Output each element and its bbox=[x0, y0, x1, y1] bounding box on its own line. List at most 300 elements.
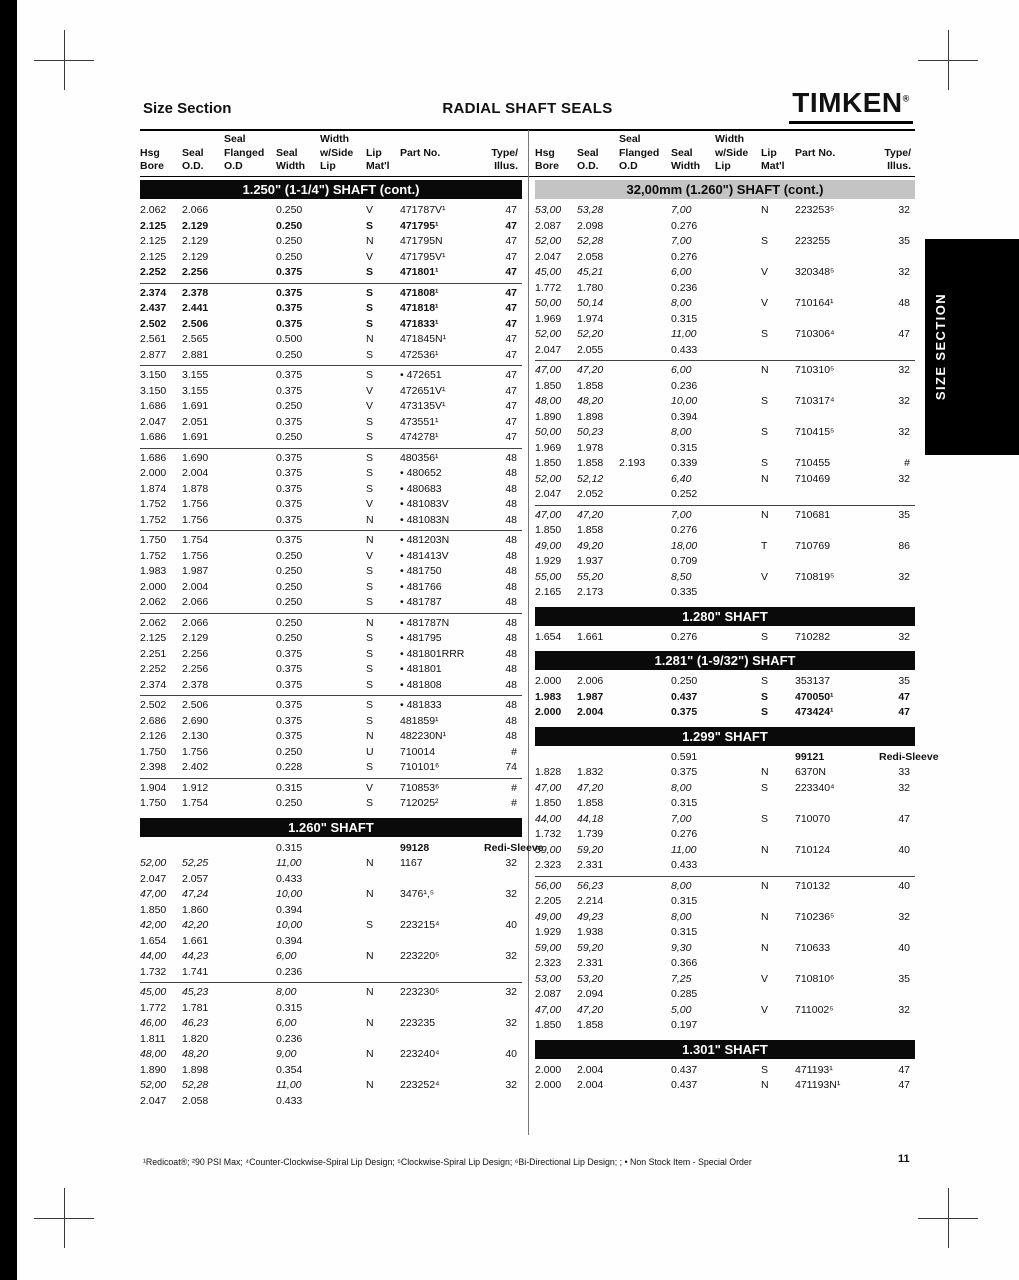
side-lip-width bbox=[320, 482, 366, 498]
hsg-bore: 2.047 bbox=[535, 250, 562, 263]
part-number: 471818¹ bbox=[400, 302, 439, 314]
lip-material bbox=[761, 858, 795, 874]
seal-od: 47,20 bbox=[577, 781, 604, 794]
seal-row bbox=[140, 934, 522, 950]
seal-od: 2.006 bbox=[577, 675, 604, 687]
flanged-od bbox=[224, 430, 276, 446]
hsg-bore: 47,00 bbox=[535, 364, 562, 376]
lip-material bbox=[761, 250, 795, 266]
part-number: 472651V¹ bbox=[400, 384, 446, 397]
type-illus: 35 bbox=[898, 508, 910, 521]
part-number: • 480652 bbox=[400, 467, 442, 479]
part-number: 223253⁵ bbox=[795, 204, 835, 216]
lip-material: N bbox=[761, 472, 769, 485]
hsg-bore bbox=[535, 750, 577, 766]
row-group bbox=[140, 839, 544, 983]
hsg-bore: 1.850 bbox=[535, 524, 562, 536]
seal-row bbox=[140, 533, 522, 549]
table-header-right bbox=[535, 133, 915, 174]
lip-material: N bbox=[366, 1048, 374, 1060]
seal-row bbox=[140, 595, 522, 611]
hsg-bore: 59,00 bbox=[535, 941, 562, 954]
side-lip-width bbox=[320, 647, 366, 663]
flanged-od bbox=[224, 1047, 276, 1063]
type-illus bbox=[879, 956, 915, 972]
row-group bbox=[535, 1061, 915, 1096]
lip-material: N bbox=[761, 364, 769, 376]
part-number bbox=[400, 934, 484, 950]
type-illus: 40 bbox=[898, 843, 910, 856]
crop-mark bbox=[64, 30, 65, 90]
hsg-bore: 2.125 bbox=[140, 219, 167, 232]
row-group bbox=[140, 201, 522, 283]
part-number: 710415⁵ bbox=[795, 426, 835, 438]
lip-material: N bbox=[761, 1079, 769, 1091]
seal-od: 1.978 bbox=[577, 441, 604, 454]
lip-material: N bbox=[366, 333, 374, 345]
hsg-bore: 1.969 bbox=[535, 441, 562, 454]
part-number: 471808¹ bbox=[400, 286, 439, 299]
part-number: • 472651 bbox=[400, 369, 442, 381]
flanged-od bbox=[619, 203, 671, 219]
seal-width: 0.250 bbox=[276, 219, 303, 232]
flanged-od bbox=[224, 384, 276, 400]
table-header-left bbox=[140, 133, 522, 174]
type-illus: 48 bbox=[505, 498, 517, 510]
hsg-bore: 1.750 bbox=[140, 797, 167, 809]
type-illus: 47 bbox=[505, 235, 517, 247]
type-illus: 48 bbox=[505, 616, 517, 629]
type-illus: 32 bbox=[898, 630, 910, 643]
seal-width: 0.354 bbox=[276, 1063, 303, 1076]
flanged-od bbox=[224, 745, 276, 761]
seal-row bbox=[535, 674, 915, 690]
type-illus: 32 bbox=[898, 781, 910, 794]
column-header: Lip Mat'l bbox=[761, 146, 785, 172]
lip-material bbox=[366, 965, 400, 981]
hsg-bore: 1.890 bbox=[535, 410, 562, 423]
part-number: 482230N¹ bbox=[400, 730, 447, 742]
hsg-bore: 2.125 bbox=[140, 235, 167, 247]
seal-width: 0.250 bbox=[276, 400, 303, 412]
seal-od: 2.378 bbox=[182, 286, 209, 299]
seal-od: 55,20 bbox=[577, 570, 604, 583]
seal-width: 11,00 bbox=[276, 1079, 302, 1091]
lip-material: N bbox=[761, 508, 769, 521]
seal-row bbox=[535, 941, 915, 957]
seal-od: 2.004 bbox=[577, 1063, 604, 1076]
flanged-od bbox=[619, 327, 671, 343]
flanged-od bbox=[224, 399, 276, 415]
seal-row bbox=[140, 887, 522, 903]
seal-width: 8,00 bbox=[671, 781, 692, 794]
seal-row bbox=[140, 234, 522, 250]
flanged-od bbox=[224, 1063, 276, 1079]
hsg-bore: 1.904 bbox=[140, 781, 167, 794]
seal-od: 2.066 bbox=[182, 204, 209, 216]
seal-row bbox=[140, 564, 522, 580]
part-number: 99121 bbox=[795, 750, 825, 763]
seal-width: 0.433 bbox=[276, 872, 303, 885]
lip-material bbox=[761, 750, 795, 766]
row-group bbox=[140, 530, 522, 613]
type-illus: 47 bbox=[505, 348, 517, 361]
lip-material: S bbox=[761, 675, 769, 687]
hsg-bore: 2.047 bbox=[140, 415, 167, 428]
part-number: 710124 bbox=[795, 843, 831, 856]
type-illus bbox=[879, 987, 915, 1003]
seal-row bbox=[140, 1078, 522, 1094]
flanged-od bbox=[224, 513, 276, 529]
seal-width: 0.375 bbox=[671, 766, 698, 778]
flanged-od bbox=[619, 363, 671, 379]
lip-material: S bbox=[366, 286, 374, 299]
type-illus: 32 bbox=[898, 364, 910, 376]
hsg-bore: 47,00 bbox=[535, 781, 562, 794]
lip-material bbox=[366, 1032, 400, 1048]
seal-row bbox=[140, 1094, 522, 1110]
type-illus: 48 bbox=[505, 513, 517, 526]
type-illus: Redi-Sleeve bbox=[879, 750, 939, 763]
seal-row bbox=[140, 430, 522, 446]
seal-width: 0.315 bbox=[671, 312, 698, 325]
seal-row bbox=[535, 843, 915, 859]
side-lip-width bbox=[320, 430, 366, 446]
lip-material: N bbox=[366, 513, 374, 526]
lip-material: V bbox=[761, 972, 769, 985]
type-illus: 40 bbox=[505, 1048, 517, 1060]
type-illus bbox=[879, 441, 915, 457]
flanged-od bbox=[224, 662, 276, 678]
seal-width: 0.375 bbox=[276, 384, 303, 397]
flanged-od bbox=[224, 533, 276, 549]
seal-od: 2.402 bbox=[182, 761, 209, 773]
part-number: 471795V¹ bbox=[400, 250, 446, 263]
crop-mark bbox=[64, 1188, 65, 1248]
seal-od: 45,23 bbox=[182, 986, 209, 998]
flanged-od bbox=[224, 1001, 276, 1017]
seal-od: 50,23 bbox=[577, 426, 604, 438]
seal-width: 0.252 bbox=[671, 488, 698, 500]
side-lip-width bbox=[320, 317, 366, 333]
flanged-od bbox=[619, 630, 671, 646]
part-number: 223255 bbox=[795, 235, 831, 247]
hsg-bore: 2.047 bbox=[140, 1094, 167, 1107]
flanged-od bbox=[224, 250, 276, 266]
column-header: Seal O.D. bbox=[577, 146, 599, 172]
part-number: 223235 bbox=[400, 1017, 436, 1029]
side-lip-width bbox=[320, 549, 366, 565]
part-number bbox=[400, 1094, 484, 1110]
type-illus: 48 bbox=[505, 549, 517, 562]
part-number: 710014 bbox=[400, 745, 436, 758]
footnotes: ¹Redicoat®; ²90 PSI Max; ⁴Counter-Clockwise-Spiral Lip Design; ⁵Clockwise-Spiral Lip Design; ⁶Bi-Directional Lip Design; ; • Non Stock Item - Special Order bbox=[143, 1157, 752, 1167]
seal-width: 0.236 bbox=[276, 1032, 303, 1045]
row-group bbox=[535, 748, 939, 876]
side-lip-width bbox=[320, 745, 366, 761]
side-lip-width bbox=[320, 662, 366, 678]
hsg-bore: 1.850 bbox=[140, 903, 167, 916]
part-number bbox=[795, 523, 879, 539]
seal-od: 1.858 bbox=[577, 379, 604, 392]
flanged-od bbox=[224, 317, 276, 333]
seal-row bbox=[140, 903, 522, 919]
side-lip-width bbox=[320, 903, 366, 919]
seal-od: 2.004 bbox=[577, 706, 604, 718]
hsg-bore: 2.062 bbox=[140, 616, 167, 629]
part-number bbox=[795, 796, 879, 812]
seal-od: 2.506 bbox=[182, 317, 209, 330]
seal-width: 0.250 bbox=[671, 675, 698, 687]
seal-row bbox=[535, 987, 915, 1003]
type-illus: 47 bbox=[505, 250, 517, 263]
seal-od: 1.858 bbox=[577, 457, 604, 469]
seal-od: 2.058 bbox=[182, 1094, 209, 1107]
type-illus: 48 bbox=[505, 451, 517, 464]
seal-od bbox=[182, 841, 224, 857]
lip-material: S bbox=[761, 630, 769, 643]
seal-od: 47,20 bbox=[577, 364, 604, 376]
seal-width: 0.315 bbox=[671, 895, 698, 907]
seal-od: 48,20 bbox=[577, 395, 604, 407]
lip-material: S bbox=[366, 596, 374, 608]
flanged-od bbox=[224, 1078, 276, 1094]
column-header: Width w/Side Lip bbox=[715, 133, 749, 172]
seal-row bbox=[535, 539, 915, 555]
lip-material: V bbox=[761, 297, 769, 309]
lip-material: N bbox=[366, 950, 374, 962]
hsg-bore: 1.850 bbox=[535, 1019, 562, 1031]
part-number: 223220⁵ bbox=[400, 950, 440, 962]
lip-material: N bbox=[761, 910, 769, 923]
seal-row bbox=[535, 281, 915, 297]
shaft-section-header: 1.250" (1-1/4") SHAFT (cont.) bbox=[140, 180, 522, 199]
flanged-od bbox=[224, 368, 276, 384]
side-lip-width bbox=[715, 796, 761, 812]
seal-od: 56,23 bbox=[577, 879, 604, 892]
seal-width: 0.276 bbox=[671, 524, 698, 536]
page-title: RADIAL SHAFT SEALS bbox=[442, 100, 613, 117]
side-lip-width bbox=[715, 941, 761, 957]
type-illus: 47 bbox=[505, 400, 517, 412]
seal-width: 0.433 bbox=[671, 859, 698, 871]
lip-material bbox=[366, 903, 400, 919]
side-lip-width bbox=[320, 698, 366, 714]
seal-width: 0.366 bbox=[671, 957, 698, 969]
lip-material: S bbox=[366, 761, 374, 773]
part-number: 473551¹ bbox=[400, 415, 439, 428]
type-illus: 48 bbox=[505, 647, 517, 660]
part-number: 471787V¹ bbox=[400, 204, 446, 216]
side-lip-width bbox=[320, 384, 366, 400]
seal-od: 47,20 bbox=[577, 1003, 604, 1016]
flanged-od bbox=[224, 918, 276, 934]
seal-width: 7,25 bbox=[671, 972, 692, 985]
seal-od: 1.756 bbox=[182, 549, 209, 562]
crop-mark bbox=[948, 30, 949, 90]
part-number bbox=[795, 343, 879, 359]
flanged-od bbox=[619, 690, 671, 706]
side-lip-width bbox=[715, 394, 761, 410]
hsg-bore: 2.502 bbox=[140, 317, 167, 330]
lip-material: S bbox=[366, 647, 374, 660]
lip-material: S bbox=[761, 457, 769, 469]
seal-row bbox=[140, 781, 522, 797]
type-illus: # bbox=[904, 457, 910, 469]
seal-od: 2.055 bbox=[577, 343, 604, 356]
hsg-bore: 2.251 bbox=[140, 647, 167, 660]
side-lip-width bbox=[715, 925, 761, 941]
seal-od: 1.754 bbox=[182, 534, 209, 546]
seal-row bbox=[140, 265, 522, 281]
flanged-od bbox=[224, 219, 276, 235]
side-lip-width bbox=[320, 887, 366, 903]
seal-row bbox=[535, 487, 915, 503]
part-number: • 481787N bbox=[400, 616, 450, 629]
type-illus: 32 bbox=[898, 1003, 910, 1016]
seal-width: 10,00 bbox=[276, 888, 303, 900]
side-lip-width bbox=[320, 729, 366, 745]
size-section-tab bbox=[925, 239, 1019, 455]
lip-material: S bbox=[761, 395, 769, 407]
type-illus bbox=[484, 1001, 522, 1017]
part-number: 3476¹,⁵ bbox=[400, 888, 435, 900]
flanged-od bbox=[619, 410, 671, 426]
seal-row bbox=[140, 415, 522, 431]
seal-od: 45,21 bbox=[577, 266, 604, 278]
side-lip-width bbox=[320, 533, 366, 549]
seal-od: 1.780 bbox=[577, 281, 604, 294]
part-number bbox=[795, 250, 879, 266]
seal-od: 2.690 bbox=[182, 714, 209, 727]
part-number: 223215⁴ bbox=[400, 919, 440, 931]
seal-od: 47,20 bbox=[577, 508, 604, 521]
hsg-bore: 1.732 bbox=[140, 965, 167, 978]
flanged-od bbox=[619, 1078, 671, 1094]
seal-width: 0.228 bbox=[276, 761, 303, 773]
part-number bbox=[795, 554, 879, 570]
seal-width: 0.250 bbox=[276, 580, 303, 593]
seal-width: 0.285 bbox=[671, 988, 698, 1000]
lip-material bbox=[366, 1001, 400, 1017]
column-header: Part No. bbox=[400, 146, 441, 159]
part-number: 470050¹ bbox=[795, 690, 834, 703]
type-illus: 47 bbox=[505, 302, 517, 314]
side-lip-width bbox=[320, 918, 366, 934]
side-lip-width bbox=[715, 879, 761, 895]
flanged-od bbox=[619, 750, 671, 766]
side-lip-width bbox=[715, 327, 761, 343]
side-lip-width bbox=[715, 987, 761, 1003]
seal-od: 52,20 bbox=[577, 328, 604, 340]
seal-od: 1.661 bbox=[182, 934, 209, 947]
part-number: 471193¹ bbox=[795, 1063, 833, 1076]
lip-material: S bbox=[761, 781, 769, 794]
crop-mark bbox=[948, 1188, 949, 1248]
seal-width: 8,00 bbox=[671, 297, 692, 309]
flanged-od bbox=[619, 296, 671, 312]
lip-material: N bbox=[366, 235, 374, 247]
side-lip-width bbox=[320, 760, 366, 776]
seal-row bbox=[535, 472, 915, 488]
type-illus: 47 bbox=[505, 219, 517, 232]
part-number bbox=[795, 956, 879, 972]
seal-od: 3.155 bbox=[182, 384, 209, 397]
hsg-bore: 2.087 bbox=[535, 988, 562, 1000]
type-illus bbox=[879, 281, 915, 297]
lip-material: N bbox=[761, 766, 769, 778]
part-number: • 481413V bbox=[400, 549, 449, 562]
side-lip-width bbox=[320, 595, 366, 611]
seal-width: 0.375 bbox=[276, 415, 303, 428]
seal-row bbox=[535, 879, 915, 895]
hsg-bore: 50,00 bbox=[535, 426, 562, 438]
hsg-bore: 2.877 bbox=[140, 348, 167, 361]
seal-row bbox=[535, 441, 915, 457]
side-lip-width bbox=[715, 570, 761, 586]
hsg-bore: 1.850 bbox=[535, 457, 562, 469]
side-lip-width bbox=[320, 1001, 366, 1017]
registered-mark: ® bbox=[902, 93, 910, 104]
row-group bbox=[535, 505, 915, 603]
seal-width: 0.375 bbox=[276, 714, 303, 727]
seal-row bbox=[535, 1018, 915, 1034]
lip-material: N bbox=[761, 941, 769, 954]
seal-row bbox=[535, 312, 915, 328]
seal-width: 11,00 bbox=[276, 857, 302, 869]
hsg-bore: 2.323 bbox=[535, 957, 562, 969]
side-lip-width bbox=[715, 472, 761, 488]
type-illus bbox=[879, 219, 915, 235]
side-lip-width bbox=[715, 539, 761, 555]
part-number: 471193N¹ bbox=[795, 1079, 841, 1091]
flanged-od bbox=[224, 841, 276, 857]
seal-row bbox=[535, 585, 915, 601]
seal-width: 11,00 bbox=[671, 328, 697, 340]
column-header: Seal Width bbox=[276, 146, 306, 172]
part-number: 474278¹ bbox=[400, 431, 439, 443]
type-illus: 48 bbox=[505, 663, 517, 675]
seal-row bbox=[140, 918, 522, 934]
side-lip-width bbox=[320, 856, 366, 872]
seal-width: 0.250 bbox=[276, 348, 303, 361]
flanged-od bbox=[224, 781, 276, 797]
type-illus: 32 bbox=[898, 426, 910, 438]
seal-width: 6,00 bbox=[276, 1017, 297, 1029]
seal-width: 5,00 bbox=[671, 1003, 692, 1016]
part-number bbox=[795, 441, 879, 457]
part-number: 353137 bbox=[795, 675, 831, 687]
hsg-bore: 44,00 bbox=[535, 812, 562, 825]
seal-width: 0.315 bbox=[671, 441, 698, 454]
side-lip-width bbox=[320, 564, 366, 580]
hsg-bore: 2.323 bbox=[535, 859, 562, 871]
seal-width: 7,00 bbox=[671, 235, 692, 247]
part-number: 1167 bbox=[400, 857, 423, 869]
seal-width: 0.709 bbox=[671, 555, 698, 567]
table-column-right bbox=[535, 180, 939, 1096]
type-illus: 48 bbox=[505, 714, 517, 727]
hsg-bore: 2.000 bbox=[140, 580, 167, 593]
type-illus bbox=[484, 903, 522, 919]
side-lip-width bbox=[320, 332, 366, 348]
seal-od: 2.004 bbox=[577, 1079, 604, 1091]
type-illus: 32 bbox=[505, 888, 517, 900]
side-lip-width bbox=[715, 456, 761, 472]
side-lip-width bbox=[715, 296, 761, 312]
side-lip-width bbox=[715, 705, 761, 721]
seal-width: 0.197 bbox=[671, 1019, 698, 1031]
